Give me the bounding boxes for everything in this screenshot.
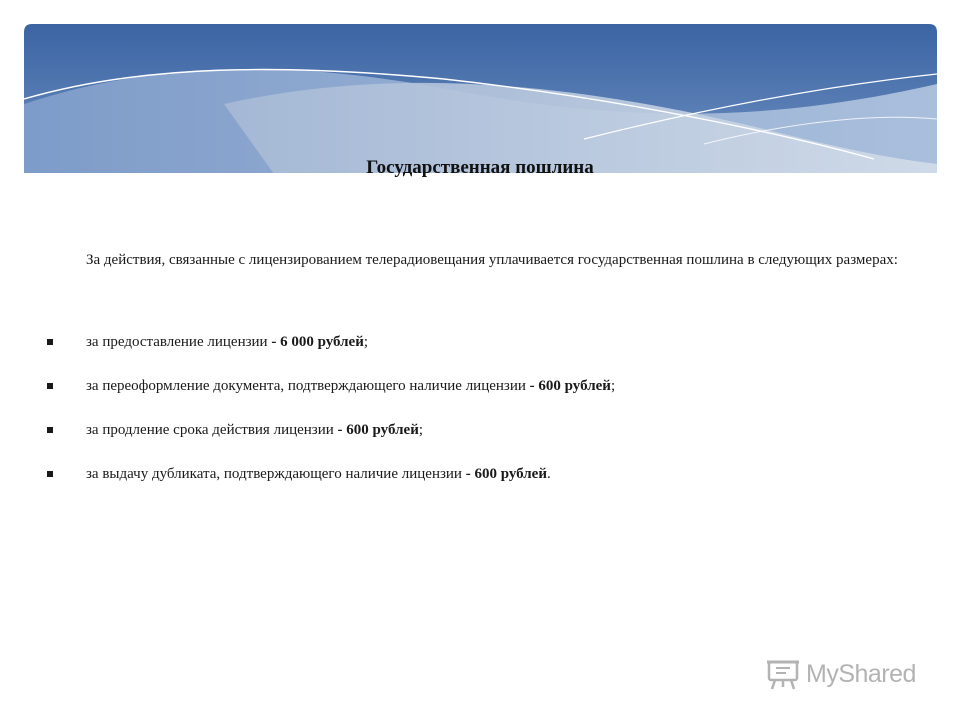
slide-title: Государственная пошлина bbox=[366, 157, 594, 178]
fee-list bbox=[46, 325, 926, 501]
item-price: - 600 рублей bbox=[465, 466, 547, 482]
item-end: ; bbox=[610, 378, 616, 394]
item-end: ; bbox=[363, 334, 369, 350]
item-text: за переоформление документа, подтверждающего наличие лицензии bbox=[86, 378, 530, 394]
square-bullet-icon bbox=[47, 427, 53, 433]
item-end: . bbox=[547, 466, 551, 482]
item-price: - 600 рублей bbox=[337, 422, 419, 438]
square-bullet-icon bbox=[47, 339, 53, 345]
item-price: - 600 рублей bbox=[529, 378, 611, 394]
list-item bbox=[46, 413, 926, 457]
list-item bbox=[46, 369, 926, 413]
square-bullet-icon bbox=[47, 383, 53, 389]
item-text: за выдачу дубликата, подтверждающего наличие лицензии bbox=[86, 466, 466, 482]
intro-paragraph: За действия, связанные с лицензированием телерадиовещания уплачивается государственная пошлина в следующих размерах: bbox=[86, 252, 898, 268]
item-end: ; bbox=[418, 422, 424, 438]
item-text: за предоставление лицензии bbox=[86, 334, 272, 350]
item-price: - 6 000 рублей bbox=[271, 334, 364, 350]
item-text: за продление срока действия лицензии bbox=[86, 422, 338, 438]
square-bullet-icon bbox=[47, 471, 53, 477]
header-banner bbox=[24, 24, 937, 174]
presentation-board-icon bbox=[766, 657, 800, 691]
logo-text: MyShared bbox=[806, 659, 916, 688]
myshared-logo[interactable] bbox=[766, 656, 916, 692]
list-item bbox=[46, 325, 926, 369]
list-item bbox=[46, 457, 926, 501]
